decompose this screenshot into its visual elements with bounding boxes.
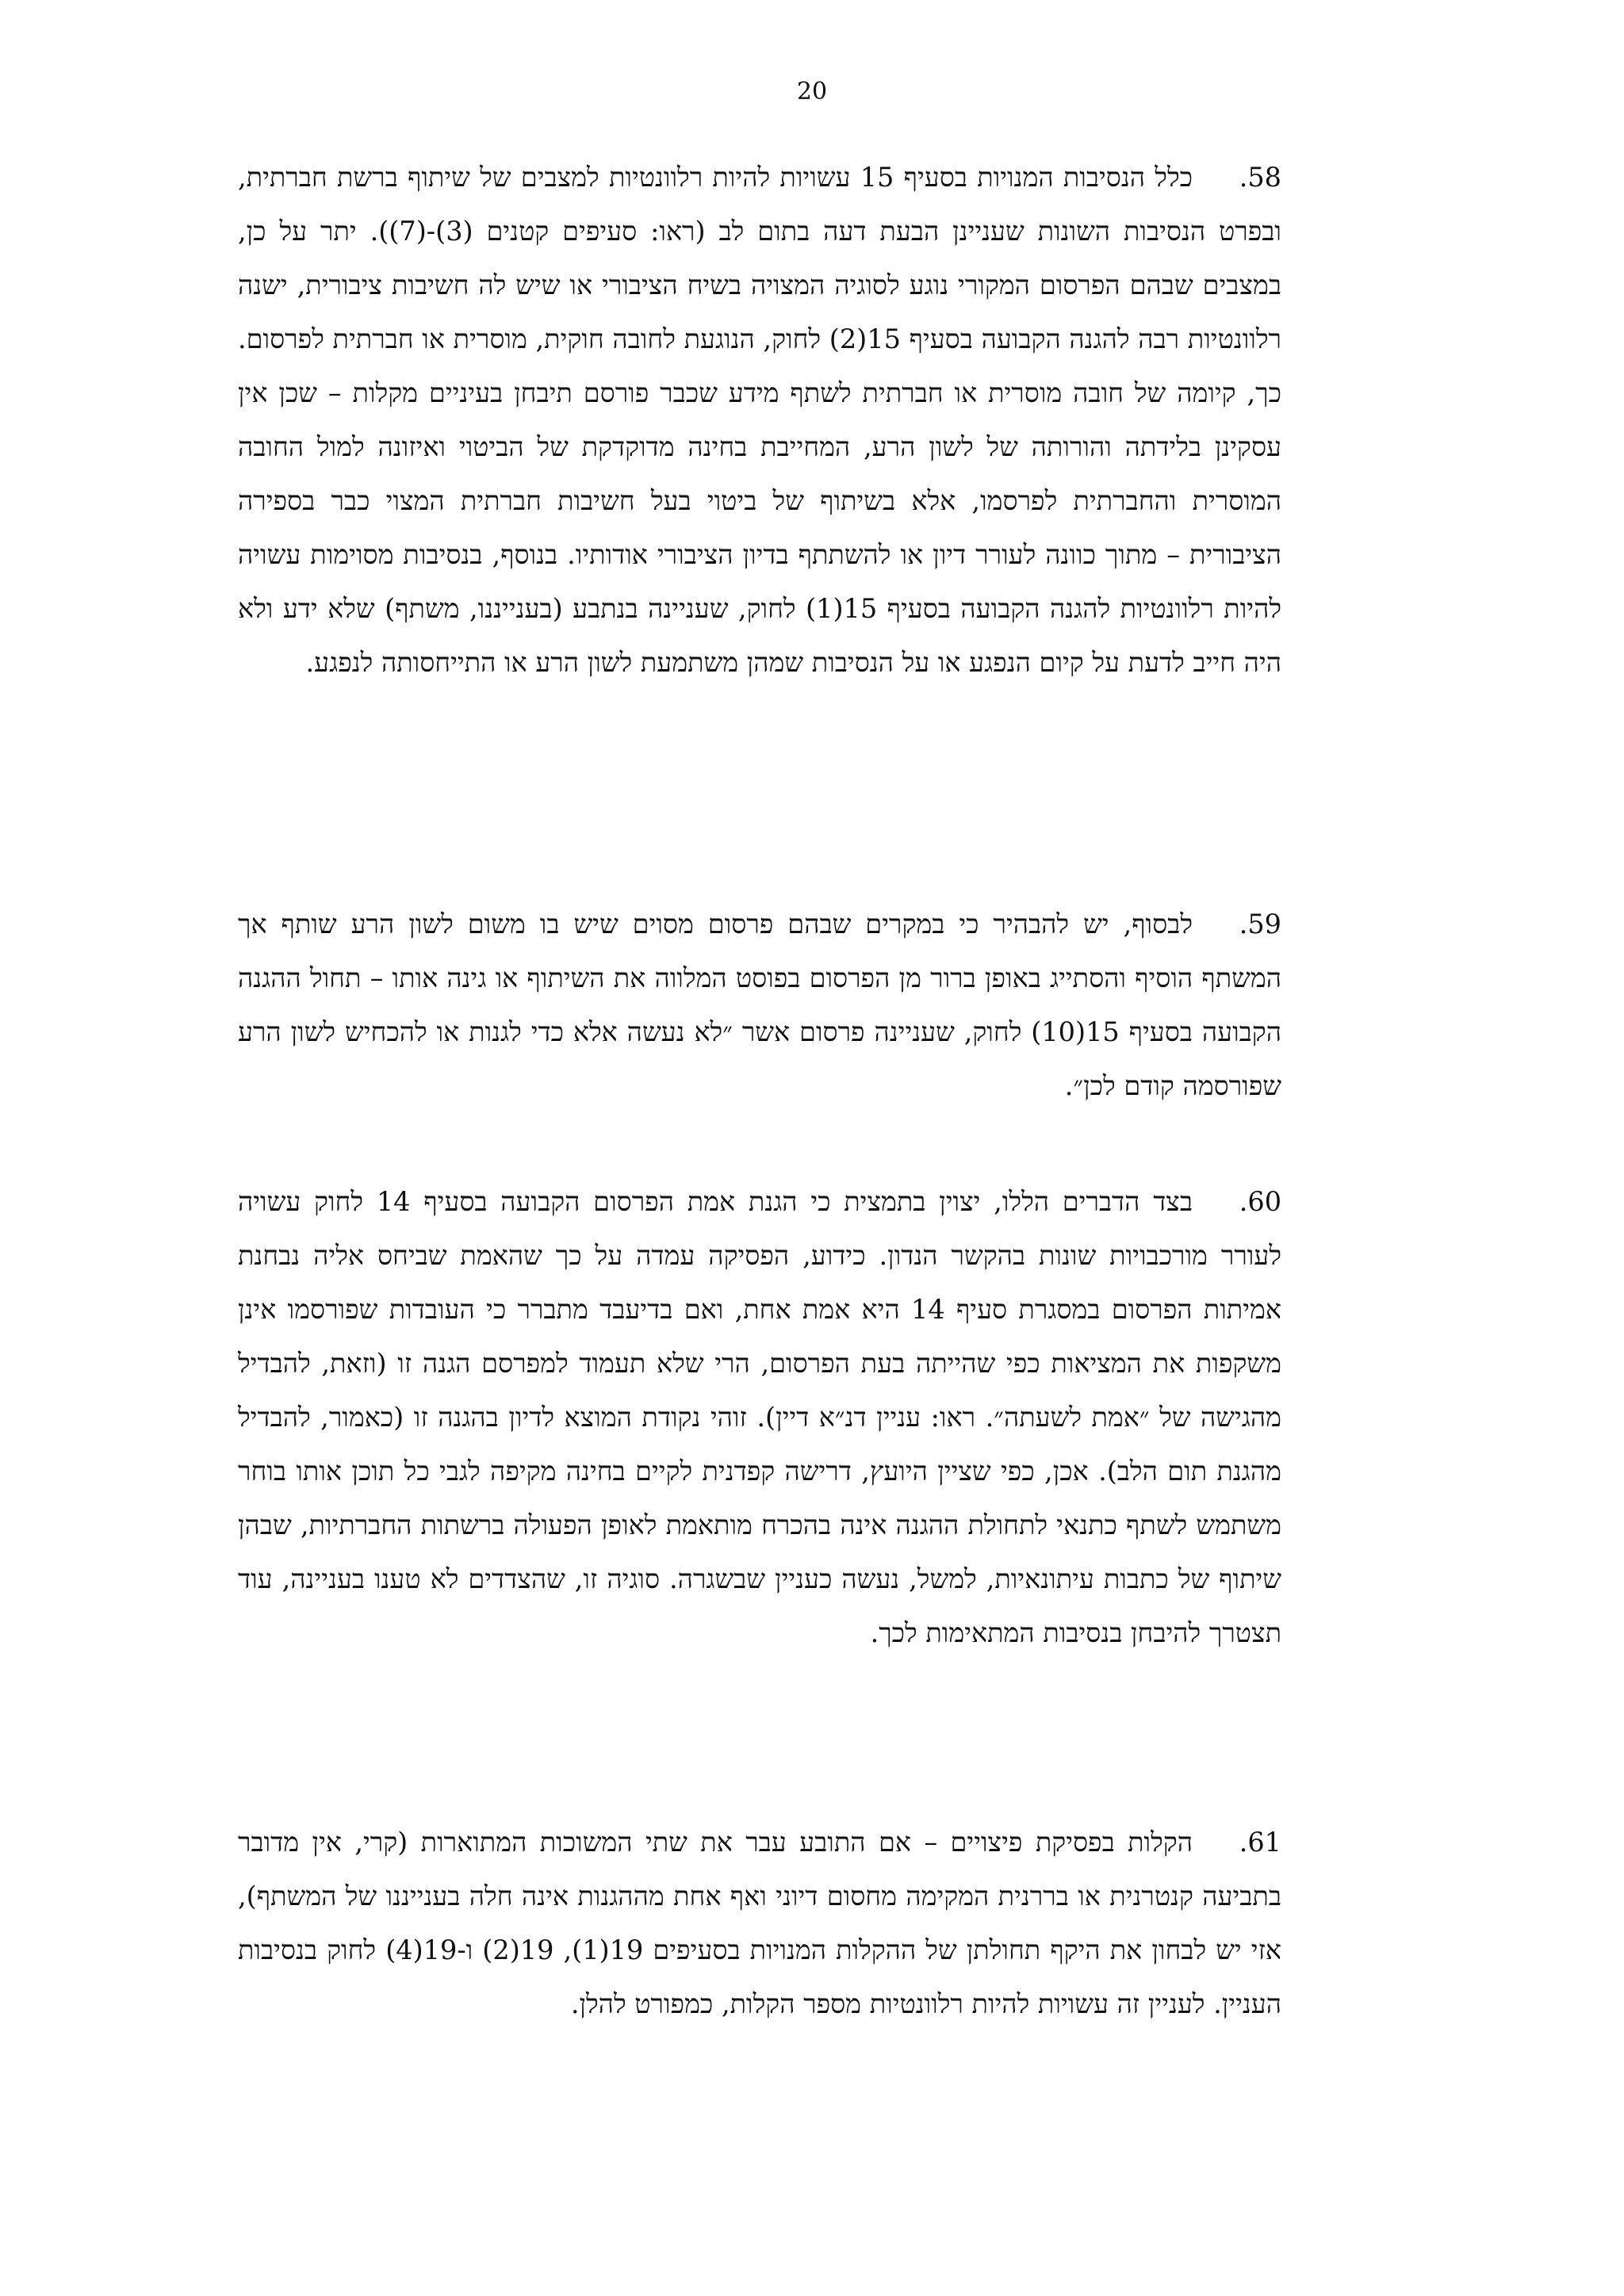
paragraph-number: 61. (1239, 1827, 1281, 1858)
paragraph-number: 58. (1239, 162, 1281, 193)
paragraph-text: הקלות בפסיקת פיצויים – אם התובע עבר את שתי המשוכות המתוארות (קרי, אין מדובר בתביעה קנטרנית או בררנית המקימה מחסום דיוני ואף אחת מההגנות אינה חלה בענייננו של המשתף), אזי יש לבחון את היקף תחולתן של ההקלות המנויות בסעיפים 19(1), 19(2) ו-19(4) לחוק בנסיבות העניין. לעניין זה עשויות להיות רלוונטיות מספר הקלות, כמפורט להלן. (238, 1827, 1282, 2019)
paragraph-text: כלל הנסיבות המנויות בסעיף 15 עשויות להיות רלוונטיות למצבים של שיתוף ברשת חברתית, ובפרט הנסיבות השונות שעניינן הבעת דעה בתום לב (ראו: סעיפים קטנים (3)-(7)). יתר על כן, במצבים שבהם הפרסום המקורי נוגע לסוגיה המצויה בשיח הציבורי או שיש לה חשיבות ציבורית, ישנה רלוונטיות רבה להגנה הקבועה בסעיף 15(2) לחוק, הנוגעת לחובה חוקית, מוסרית או חברתית לפרסום. כך, קיומה של חובה מוסרית או חברתית לשתף מידע שכבר פורסם תיבחן בעיניים מקלות – שכן אין עסקינן בלידתה והורותה של לשון הרע, המחייבת בחינה מדוקדקת של הביטוי ואיזונה למול החובה המוסרית והחברתית לפרסמו, אלא בשיתוף של ביטוי בעל חשיבות חברתית המצוי כבר בספירה הציבורית – מתוך כוונה לעורר דיון או להשתתף בדיון הציבורי אודותיו. בנוסף, בנסיבות מסוימות עשויה להיות רלוונטיות להגנה הקבועה בסעיף 15(1) לחוק, שעניינה בנתבע (בענייננו, משתף) שלא ידע ולא היה חייב לדעת על קיום הנפגע או על הנסיבות שמהן משתמעת לשון הרע או התייחסותה לנפגע. (238, 162, 1282, 678)
paragraph-60 (238, 1175, 1281, 1660)
paragraph-number: 60. (1239, 1186, 1282, 1217)
paragraph-text: בצד הדברים הללו, יצוין בתמצית כי הגנת אמת הפרסום הקבועה בסעיף 14 לחוק עשויה לעורר מורכבויות שונות בהקשר הנדון. כידוע, הפסיקה עמדה על כך שהאמת שביחס אליה נבחנת אמיתות הפרסום במסגרת סעיף 14 היא אמת אחת, ואם בדיעבד מתברר כי העובדות שפורסמו אינן משקפות את המציאות כפי שהייתה בעת הפרסום, הרי שלא תעמוד למפרסם הגנה זו (וזאת, להבדיל מהגישה של ״אמת לשעתה״. ראו: עניין דנ״א דיין). זוהי נקודת המוצא לדיון בהגנה זו (כאמור, להבדיל מהגנת תום הלב). אכן, כפי שציין היועץ, דרישה קפדנית לקיים בחינה מקיפה לגבי כל תוכן אותו בוחר משתמש לשתף כתנאי לתחולת ההגנה אינה בהכרח מותאמת לאופן הפעולה ברשתות החברתיות, שבהן שיתוף של כתבות עיתונאיות, למשל, נעשה כעניין שבשגרה. סוגיה זו, שהצדדים לא טענו בעניינה, עוד תצטרך להיבחן בנסיבות המתאימות לכך. (238, 1186, 1281, 1648)
page-number: 20 (796, 78, 828, 105)
paragraph-text: לבסוף, יש להבהיר כי במקרים שבהם פרסום מסוים שיש בו משום לשון הרע שותף אך המשתף הוסיף והסתייג באופן ברור מן הפרסום בפוסט המלווה את השיתוף או גינה אותו – תחול ההגנה הקבועה בסעיף 15(10) לחוק, שעניינה פרסום אשר ״לא נעשה אלא כדי לגנות או להכחיש לשון הרע שפורסמה קודם לכן״. (238, 909, 1281, 1101)
paragraph-58 (238, 151, 1281, 690)
paragraph-number: 59. (1239, 909, 1281, 939)
paragraph-59 (238, 897, 1281, 1113)
paragraph-61 (238, 1816, 1281, 2031)
